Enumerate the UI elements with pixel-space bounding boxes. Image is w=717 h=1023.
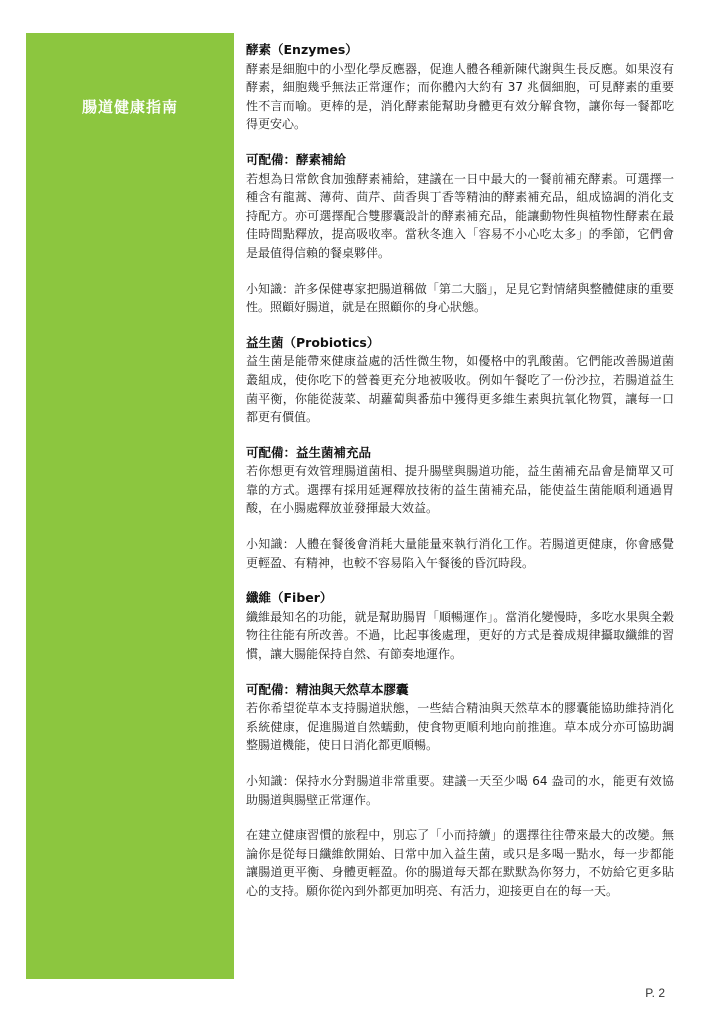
section-heading: 可配備：益生菌補充品 [246, 444, 372, 460]
section-probiotics [246, 334, 674, 427]
tip-digestion-energy [246, 535, 674, 572]
section-probiotic-supplement [246, 444, 674, 518]
section-body: 若你希望從草本支持腸道狀態，一些結合精油與天然草本的膠囊能協助維持消化系統健康，促進腸道自然蠕動，使食物更順利地向前推進。草本成分亦可協助調整腸道機能，使日日消化都更順暢。 [246, 701, 674, 753]
section-herbal-capsules [246, 681, 674, 755]
section-enzymes [246, 41, 674, 134]
tip-text: 小知識：保持水分對腸道非常重要。建議一天至少喝 64 盎司的水，能更有效協助腸道與腸壁正常運作。 [246, 774, 674, 807]
section-body: 纖維最知名的功能，就是幫助腸胃「順暢運作」。當消化變慢時，多吃水果與全穀物往往能有所改善。不過，比起事後處理，更好的方式是養成規律攝取纖維的習慣，讓大腸能保持自然、有節奏地運作。 [246, 609, 674, 662]
page-number: P. 2 [645, 986, 665, 1000]
section-heading: 可配備：精油與天然草本膠囊 [246, 681, 409, 697]
sidebar-title: 腸道健康指南 [81, 98, 178, 116]
section-heading: 酵素（Enzymes） [246, 42, 358, 57]
main-content [246, 41, 674, 901]
closing-text: 在建立健康習慣的旅程中，別忘了「小而持續」的選擇往往帶來最大的改變。無論你是從每日纖維飲開始、日常中加入益生菌，或只是多喝一點水，每一步都能讓腸道更平衡、身體更輕盈。你的腸道每天都在默默為你努力，不妨給它更多貼心的支持。願你從內到外都更加明亮、有活力，迎接更自在的每一天。 [246, 828, 674, 898]
section-heading: 可配備：酵素補給 [246, 151, 347, 167]
section-heading: 纖維（Fiber） [246, 590, 333, 606]
tip-text: 小知識：人體在餐後會消耗大量能量來執行消化工作。若腸道更健康，你會感覺更輕盈、有精神，也較不容易陷入午餐後的昏沉時段。 [246, 537, 674, 570]
section-enzyme-supplement [246, 151, 674, 263]
sidebar-panel [26, 33, 234, 979]
tip-gut-brain [246, 280, 674, 317]
section-body: 酵素是細胞中的小型化學反應器，促進人體各種新陳代謝與生長反應。如果沒有酵素，細胞幾乎無法正常運作；而你體內大約有 37 兆個細胞，可見酵素的重要性不言而喻。更棒的是，消化酵素能幫助身體更有效分解食物，讓你每一餐都吃得更安心。 [246, 61, 674, 132]
section-body: 若你想更有效管理腸道菌相、提升腸壁與腸道功能，益生菌補充品會是簡單又可靠的方式。選擇有採用延遲釋放技術的益生菌補充品，能使益生菌能順利通過胃酸，在小腸處釋放並發揮最大效益。 [246, 464, 674, 516]
tip-hydration [246, 772, 674, 809]
tip-text: 小知識：許多保健專家把腸道稱做「第二大腦」，足見它對情緒與整體健康的重要性。照顧好腸道，就是在照顧你的身心狀態。 [246, 281, 674, 315]
section-fiber [246, 589, 674, 663]
section-heading: 益生菌（Probiotics） [246, 334, 380, 350]
section-body: 益生菌是能帶來健康益處的活性微生物，如優格中的乳酸菌。它們能改善腸道菌叢組成，使你吃下的營養更充分地被吸收。例如午餐吃了一份沙拉，若腸道益生菌平衡，你能從菠菜、胡蘿蔔與番茄中獲得更多維生素與抗氧化物質，讓每一口都更有價值。 [246, 354, 674, 425]
section-body: 若想為日常飲食加強酵素補給，建議在一日中最大的一餐前補充酵素。可選擇一種含有龍蒿、薄荷、茴芹、茴香與丁香等精油的酵素補充品，組成協調的消化支持配方。亦可選擇配合雙膠囊設計的酵素補充品，能讓動物性與植物性酵素在最佳時間點釋放，提高吸收率。當秋冬進入「容易不小心吃太多」的季節，它們會是最值得信賴的餐桌夥伴。 [246, 171, 674, 260]
closing-paragraph [246, 826, 674, 900]
